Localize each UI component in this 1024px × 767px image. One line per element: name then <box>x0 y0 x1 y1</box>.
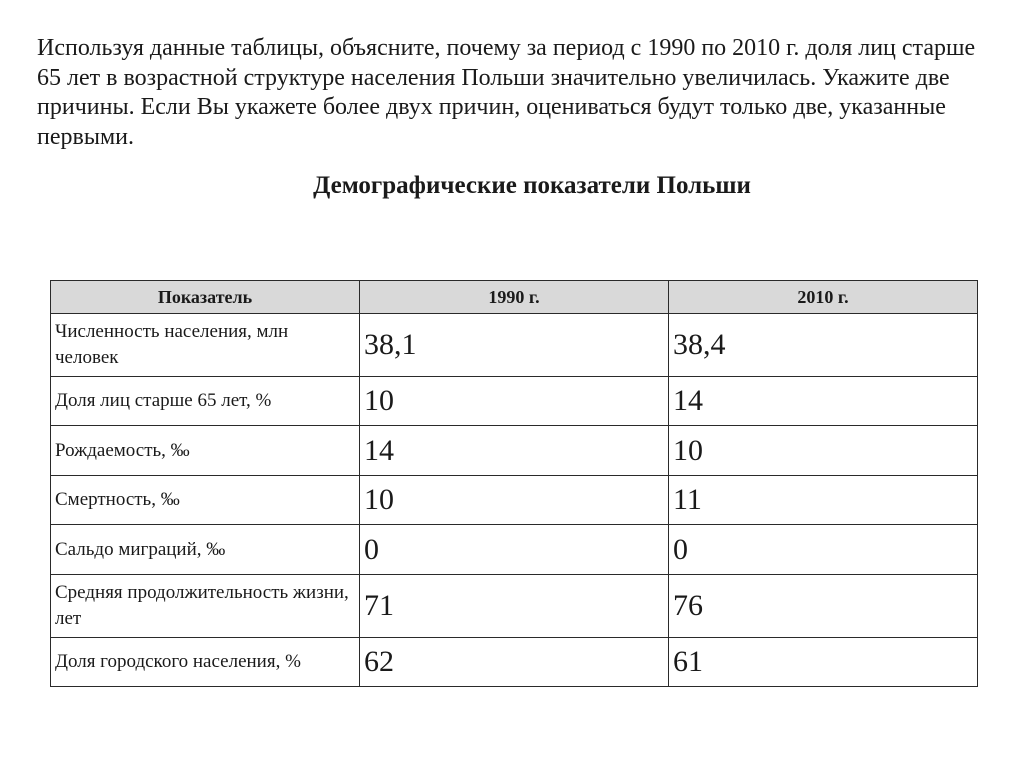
header-indicator: Показатель <box>51 281 360 314</box>
value-2010: 10 <box>669 426 978 476</box>
value-1990: 0 <box>360 525 669 575</box>
value-2010: 0 <box>669 525 978 575</box>
table-row <box>51 638 978 687</box>
value-1990: 71 <box>360 575 669 638</box>
header-1990: 1990 г. <box>360 281 669 314</box>
table-row <box>51 575 978 638</box>
table-row <box>51 476 978 525</box>
row-label: Средняя продолжительность жизни, лет <box>51 575 360 638</box>
header-2010: 2010 г. <box>669 281 978 314</box>
row-label: Рождаемость, ‰ <box>51 426 360 476</box>
value-2010: 76 <box>669 575 978 638</box>
value-1990: 10 <box>360 476 669 525</box>
value-2010: 14 <box>669 377 978 426</box>
table-row <box>51 525 978 575</box>
value-2010: 38,4 <box>669 314 978 377</box>
value-2010: 61 <box>669 638 978 687</box>
row-label: Численность населения, млн человек <box>51 314 360 377</box>
row-label: Сальдо миграций, ‰ <box>51 525 360 575</box>
row-label: Доля лиц старше 65 лет, % <box>51 377 360 426</box>
table-title: Демографические показатели Польши <box>313 172 751 199</box>
table-row <box>51 377 978 426</box>
table-row <box>51 426 978 476</box>
value-1990: 62 <box>360 638 669 687</box>
row-label: Доля городского населения, % <box>51 638 360 687</box>
table-row <box>51 314 978 377</box>
value-1990: 10 <box>360 377 669 426</box>
demographics-table <box>50 280 978 687</box>
row-label: Смертность, ‰ <box>51 476 360 525</box>
value-1990: 38,1 <box>360 314 669 377</box>
table-header-row <box>51 281 978 314</box>
question-text: Используя данные таблицы, объясните, почему за период с 1990 по 2010 г. доля лиц старше 65 лет в возрастной структуре населения Польши значительно увеличилась. Укажите две причины. Если Вы укажете более двух причин, оцениваться будут только две, указанные первыми. <box>37 35 976 150</box>
value-2010: 11 <box>669 476 978 525</box>
value-1990: 14 <box>360 426 669 476</box>
